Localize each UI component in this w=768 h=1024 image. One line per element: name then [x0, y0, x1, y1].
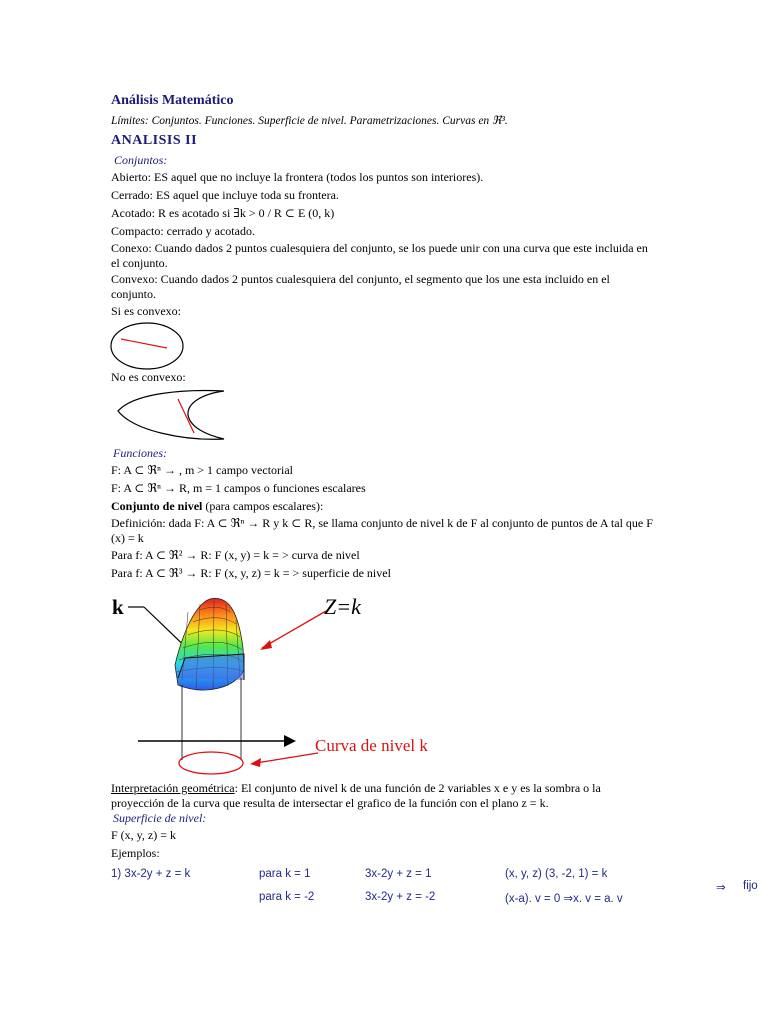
nonconvex-figure	[114, 389, 229, 444]
z-arrow-head	[260, 640, 272, 650]
cerrado-text: Cerrado: ES aquel que incluye toda su frontera.	[111, 188, 339, 202]
level-curve-ellipse	[179, 752, 243, 774]
interpretacion-label: Interpretación geométrica	[111, 781, 235, 795]
example-eq-k-neg2: 3x-2y + z = -2	[365, 891, 436, 903]
conjunto-nivel-heading	[111, 499, 323, 514]
fijo-label: fijo	[743, 880, 758, 892]
conjunto-nivel-bold: Conjunto de nivel	[111, 499, 203, 513]
superficie-heading: Superficie de nivel:	[113, 811, 207, 825]
nonconvex-shape	[118, 391, 224, 440]
example-k1: para k = 1	[259, 868, 311, 880]
superficie-nivel-line: Para f: A ⊂ ℜ³ → R: F (x, y, z) = k = > superficie de nivel	[111, 566, 391, 580]
funciones-line2: F: A ⊂ ℜⁿ → R, m = 1 campos o funciones escalares	[111, 481, 366, 495]
conexo-text: Conexo: Cuando dados 2 puntos cualesquiera del conjunto, se los puede unir con una curva que este incluida en el conjunto.	[111, 241, 648, 270]
funciones-heading: Funciones:	[113, 446, 167, 460]
example-k-neg2: para k = -2	[259, 891, 315, 903]
funciones-line1: F: A ⊂ ℜⁿ → , m > 1 campo vectorial	[111, 463, 294, 477]
interpretacion-paragraph	[111, 781, 631, 811]
ejemplos-label: Ejemplos:	[111, 846, 160, 860]
conjuntos-heading: Conjuntos:	[114, 153, 168, 167]
label-z-equals-k: Z=k	[324, 594, 361, 619]
implies-arrow: ⇒	[716, 882, 726, 894]
conjunto-nivel-rest: (para campos escalares):	[202, 499, 324, 513]
abierto-text: Abierto: ES aquel que no incluye la frontera (todos los puntos son interiores).	[111, 170, 484, 184]
cut-plane	[178, 654, 244, 680]
z-arrow-line	[262, 611, 326, 648]
example-vector-form: (x, y, z) (3, -2, 1) = k	[505, 868, 608, 880]
level-set-figure	[110, 590, 430, 790]
definicion-text: Definición: dada F: A ⊂ ℜⁿ → R y k ⊂ R, se llama conjunto de nivel k de F al conjunto de puntos de A tal que F (x) = k	[111, 516, 653, 545]
acotado-text: Acotado: R es acotado si ∃k > 0 / R ⊂ E (0, k)	[111, 206, 335, 220]
interpretacion-text: : El conjunto de nivel k de una función de 2 variables x e y es la sombra o la proyección de la curva que resulta de intersectar el grafico de la función con el plano z = k.	[111, 781, 601, 810]
si-convexo-label: Si es convexo:	[111, 304, 181, 318]
page-title: Análisis Matemático	[111, 93, 234, 108]
example-plane-form: (x-a). v = 0 ⇒x. v = a. v	[505, 893, 623, 905]
curva-arrow-line	[256, 753, 318, 763]
convex-segment	[121, 339, 167, 348]
convex-figure	[110, 322, 190, 372]
section-title: ANALISIS II	[111, 133, 198, 148]
convex-ellipse	[111, 323, 183, 369]
page-subtitle: Límites: Conjuntos. Funciones. Superficie de nivel. Parametrizaciones. Curvas en ℜ³.	[111, 115, 508, 127]
example-eq-k1: 3x-2y + z = 1	[365, 868, 432, 880]
superficie-formula: F (x, y, z) = k	[111, 828, 176, 842]
x-axis-arrowhead	[284, 735, 296, 747]
curva-nivel-label: Curva de nivel k	[315, 736, 428, 755]
compacto-text: Compacto: cerrado y acotado.	[111, 224, 255, 238]
example-equation: 1) 3x-2y + z = k	[111, 868, 191, 880]
curva-arrow-head	[250, 758, 261, 767]
curva-nivel-line: Para f: A ⊂ ℜ² → R: F (x, y) = k = > curva de nivel	[111, 548, 360, 562]
label-k: k	[112, 595, 124, 619]
no-convexo-label: No es convexo:	[111, 370, 186, 384]
convexo-text: Convexo: Cuando dados 2 puntos cualesquiera del conjunto, el segmento que los une esta incluido en el conjunto.	[111, 272, 610, 301]
